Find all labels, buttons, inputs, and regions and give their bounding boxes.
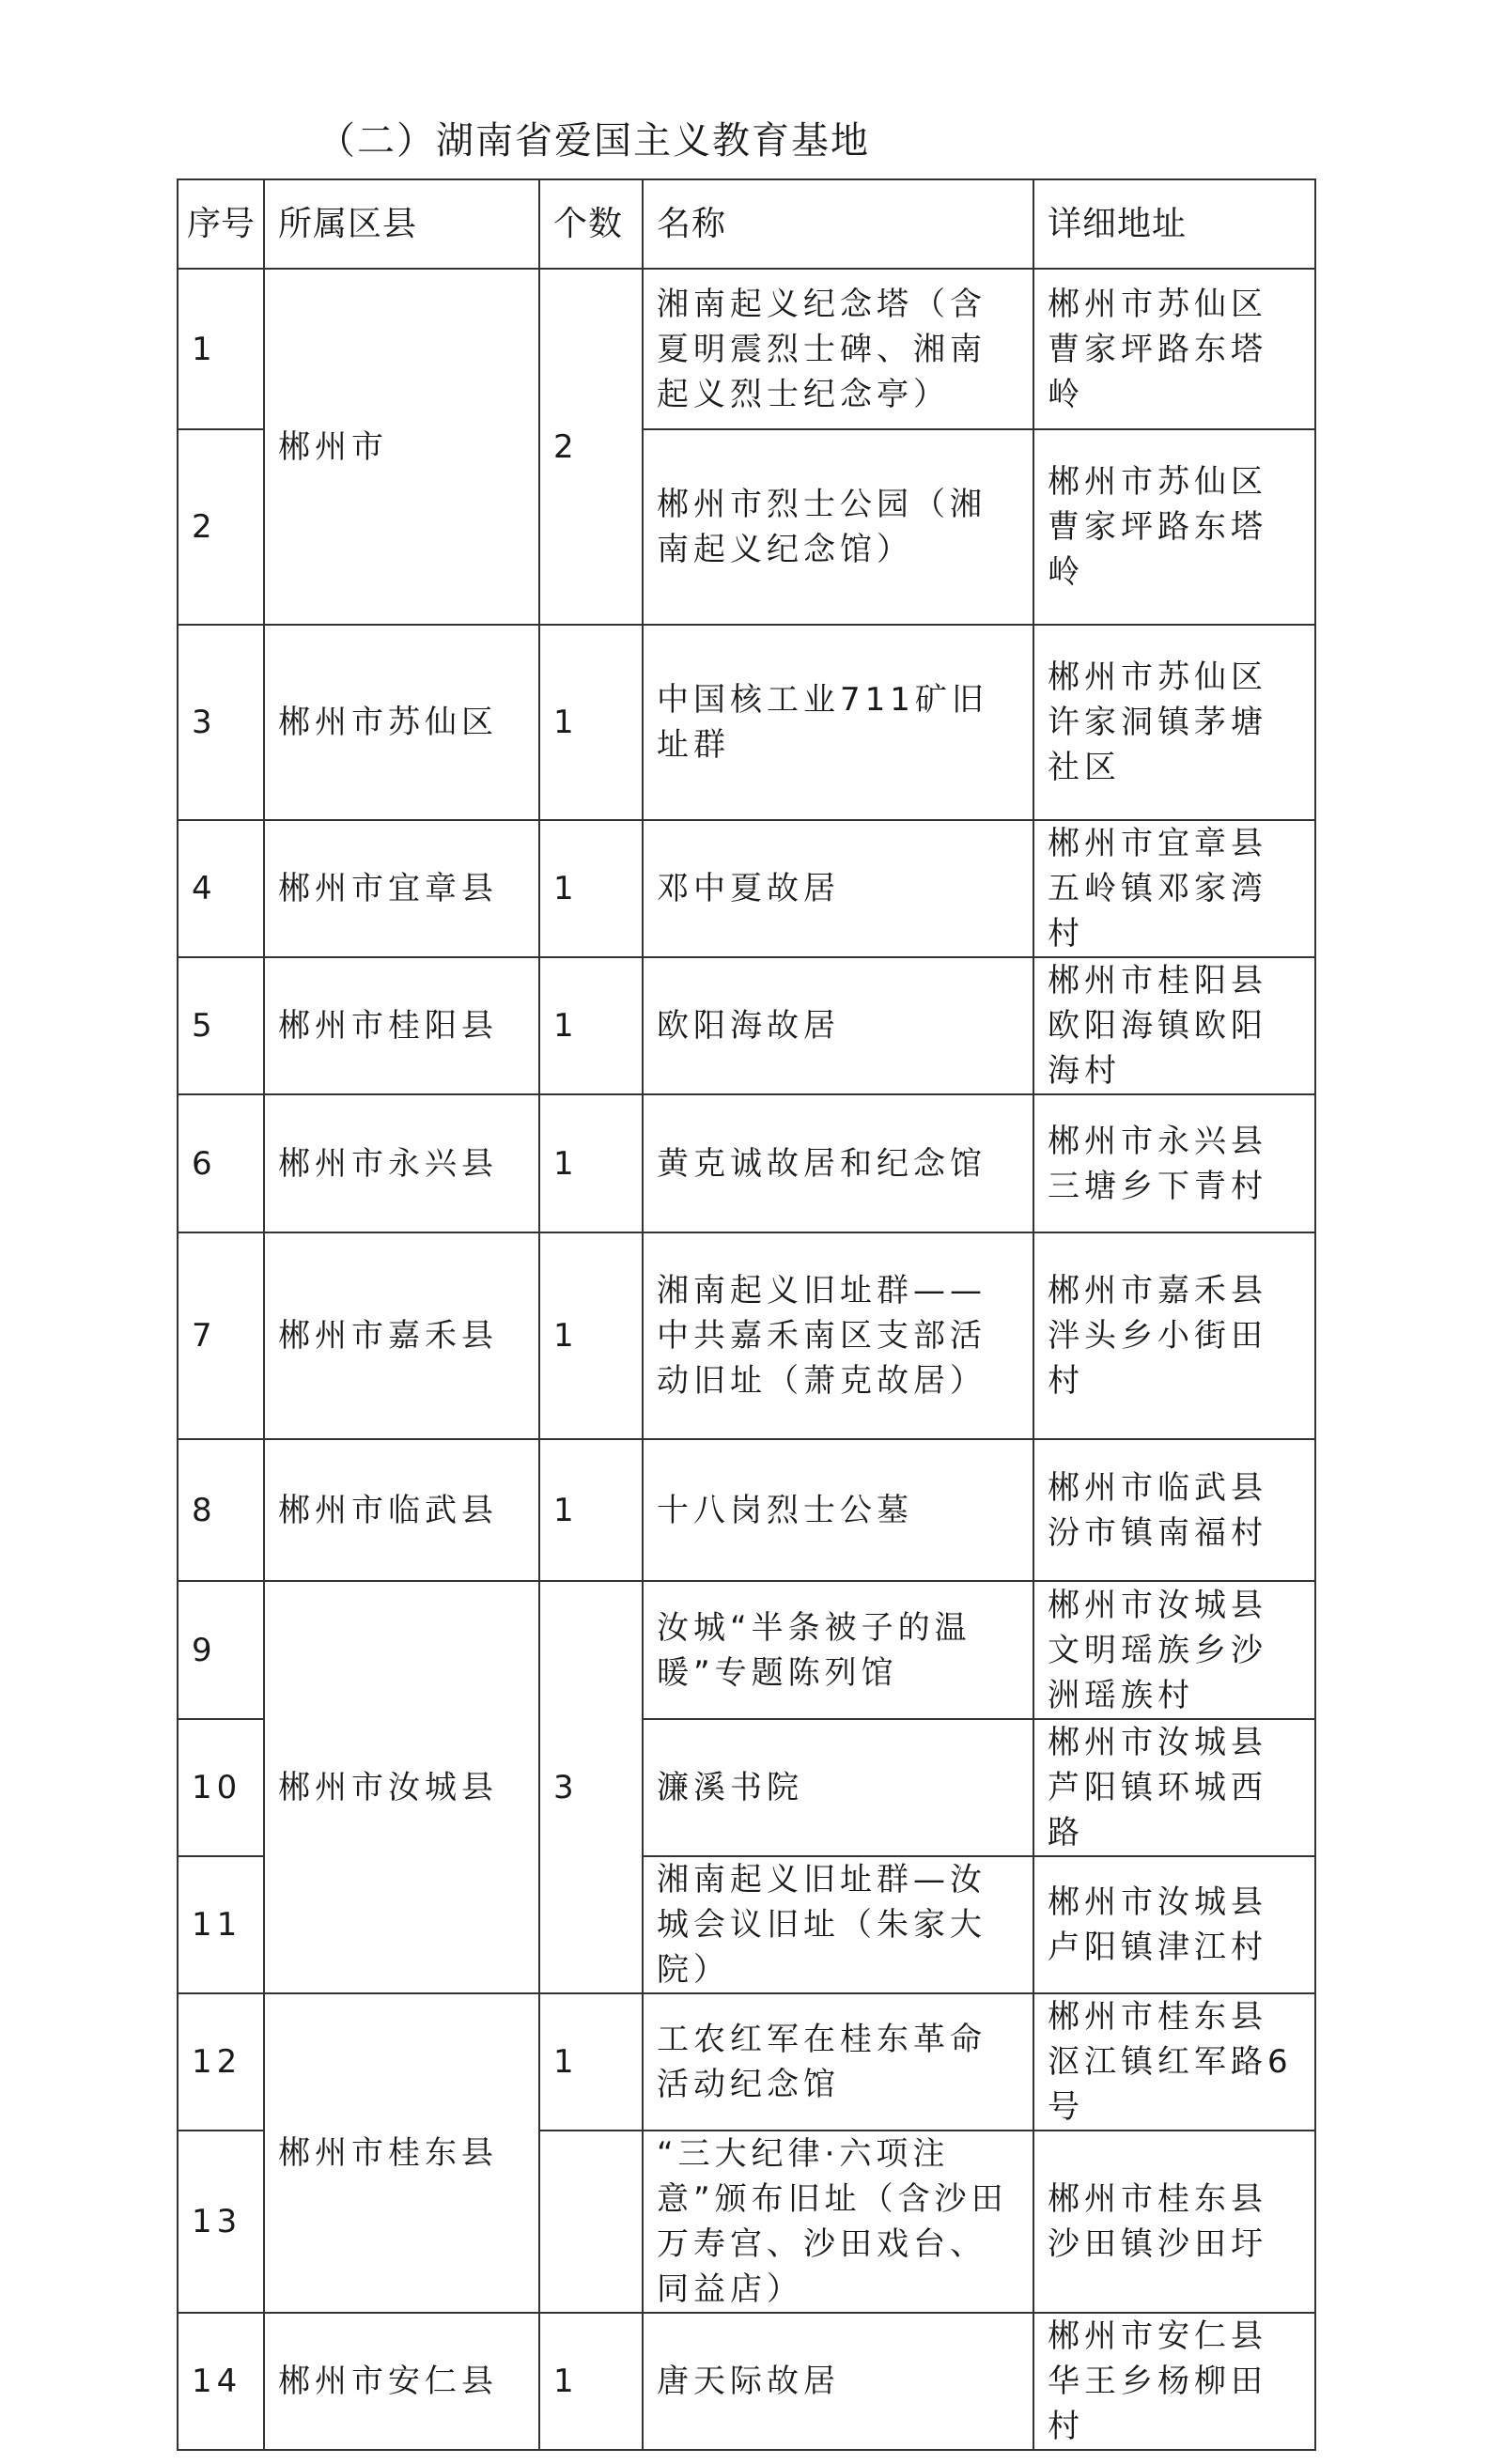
row-count: 1 [539, 1439, 643, 1581]
table-row [178, 1232, 1315, 1439]
row-count: 1 [539, 1094, 643, 1232]
row-address: 郴州市宜章县五岭镇邓家湾村 [1033, 820, 1315, 957]
education-base-table [177, 178, 1316, 2451]
row-count: 1 [539, 820, 643, 957]
table-row [178, 1439, 1315, 1581]
row-count: 1 [539, 957, 643, 1094]
row-address: 郴州市汝城县芦阳镇环城西路 [1033, 1719, 1315, 1856]
header-county: 所属区县 [264, 179, 539, 269]
page-title: （二）湖南省爱国主义教育基地 [318, 119, 870, 163]
row-no: 6 [178, 1094, 264, 1232]
row-county: 郴州市 [264, 269, 539, 625]
row-name: 湘南起义旧址群—汝城会议旧址（朱家大院） [643, 1856, 1033, 1993]
row-count: 1 [539, 625, 643, 820]
row-address: 郴州市桂东县沙田镇沙田圩 [1033, 2131, 1315, 2313]
table-row [178, 957, 1315, 1094]
row-no: 12 [178, 1993, 264, 2131]
row-name: 汝城“半条被子的温暖”专题陈列馆 [643, 1581, 1033, 1719]
header-no: 序号 [178, 179, 264, 269]
table-row [178, 2313, 1315, 2450]
row-name: 欧阳海故居 [643, 957, 1033, 1094]
row-county: 郴州市宜章县 [264, 820, 539, 957]
row-address: 郴州市永兴县三塘乡下青村 [1033, 1094, 1315, 1232]
row-county: 郴州市嘉禾县 [264, 1232, 539, 1439]
row-no: 11 [178, 1856, 264, 1993]
table-row [178, 820, 1315, 957]
row-no: 10 [178, 1719, 264, 1856]
row-address: 郴州市安仁县华王乡杨柳田村 [1033, 2313, 1315, 2450]
row-no: 9 [178, 1581, 264, 1719]
row-address: 郴州市苏仙区许家洞镇茅塘社区 [1033, 625, 1315, 820]
table-row [178, 1581, 1315, 1719]
row-no: 14 [178, 2313, 264, 2450]
row-count: 3 [539, 1581, 643, 1993]
row-name: “三大纪律·六项注意”颁布旧址（含沙田万寿宫、沙田戏台、同益店） [643, 2131, 1033, 2313]
row-no: 3 [178, 625, 264, 820]
row-county: 郴州市汝城县 [264, 1581, 539, 1993]
row-county: 郴州市安仁县 [264, 2313, 539, 2450]
row-count: 1 [539, 1993, 643, 2131]
row-name: 邓中夏故居 [643, 820, 1033, 957]
row-address: 郴州市苏仙区曹家坪路东塔岭 [1033, 429, 1315, 625]
row-address: 郴州市临武县汾市镇南福村 [1033, 1439, 1315, 1581]
row-address: 郴州市汝城县文明瑶族乡沙洲瑶族村 [1033, 1581, 1315, 1719]
row-no: 8 [178, 1439, 264, 1581]
row-no: 5 [178, 957, 264, 1094]
table-row [178, 625, 1315, 820]
row-county: 郴州市桂东县 [264, 1993, 539, 2313]
row-name: 唐天际故居 [643, 2313, 1033, 2450]
table-row [178, 1094, 1315, 1232]
row-name: 工农红军在桂东革命活动纪念馆 [643, 1993, 1033, 2131]
row-name: 中国核工业711矿旧址群 [643, 625, 1033, 820]
row-name: 黄克诚故居和纪念馆 [643, 1094, 1033, 1232]
row-county: 郴州市临武县 [264, 1439, 539, 1581]
row-no: 4 [178, 820, 264, 957]
header-name: 名称 [643, 179, 1033, 269]
header-count: 个数 [539, 179, 643, 269]
row-no: 13 [178, 2131, 264, 2313]
row-name: 湘南起义旧址群——中共嘉禾南区支部活动旧址（萧克故居） [643, 1232, 1033, 1439]
table-row [178, 1993, 1315, 2131]
row-county: 郴州市苏仙区 [264, 625, 539, 820]
row-address: 郴州市嘉禾县泮头乡小街田村 [1033, 1232, 1315, 1439]
row-address: 郴州市桂阳县欧阳海镇欧阳海村 [1033, 957, 1315, 1094]
row-county: 郴州市桂阳县 [264, 957, 539, 1094]
table-row [178, 269, 1315, 429]
row-address: 郴州市桂东县沤江镇红军路6号 [1033, 1993, 1315, 2131]
row-count: 2 [539, 269, 643, 625]
row-count-empty [539, 2131, 643, 2313]
row-name: 湘南起义纪念塔（含夏明震烈士碑、湘南起义烈士纪念亭） [643, 269, 1033, 429]
header-address: 详细地址 [1033, 179, 1315, 269]
row-count: 1 [539, 2313, 643, 2450]
row-no: 1 [178, 269, 264, 429]
row-name: 郴州市烈士公园（湘南起义纪念馆） [643, 429, 1033, 625]
row-name: 十八岗烈士公墓 [643, 1439, 1033, 1581]
table-header-row [178, 179, 1315, 269]
row-name: 濂溪书院 [643, 1719, 1033, 1856]
row-address: 郴州市汝城县卢阳镇津江村 [1033, 1856, 1315, 1993]
row-county: 郴州市永兴县 [264, 1094, 539, 1232]
row-address: 郴州市苏仙区曹家坪路东塔岭 [1033, 269, 1315, 429]
row-count: 1 [539, 1232, 643, 1439]
row-no: 7 [178, 1232, 264, 1439]
row-no: 2 [178, 429, 264, 625]
